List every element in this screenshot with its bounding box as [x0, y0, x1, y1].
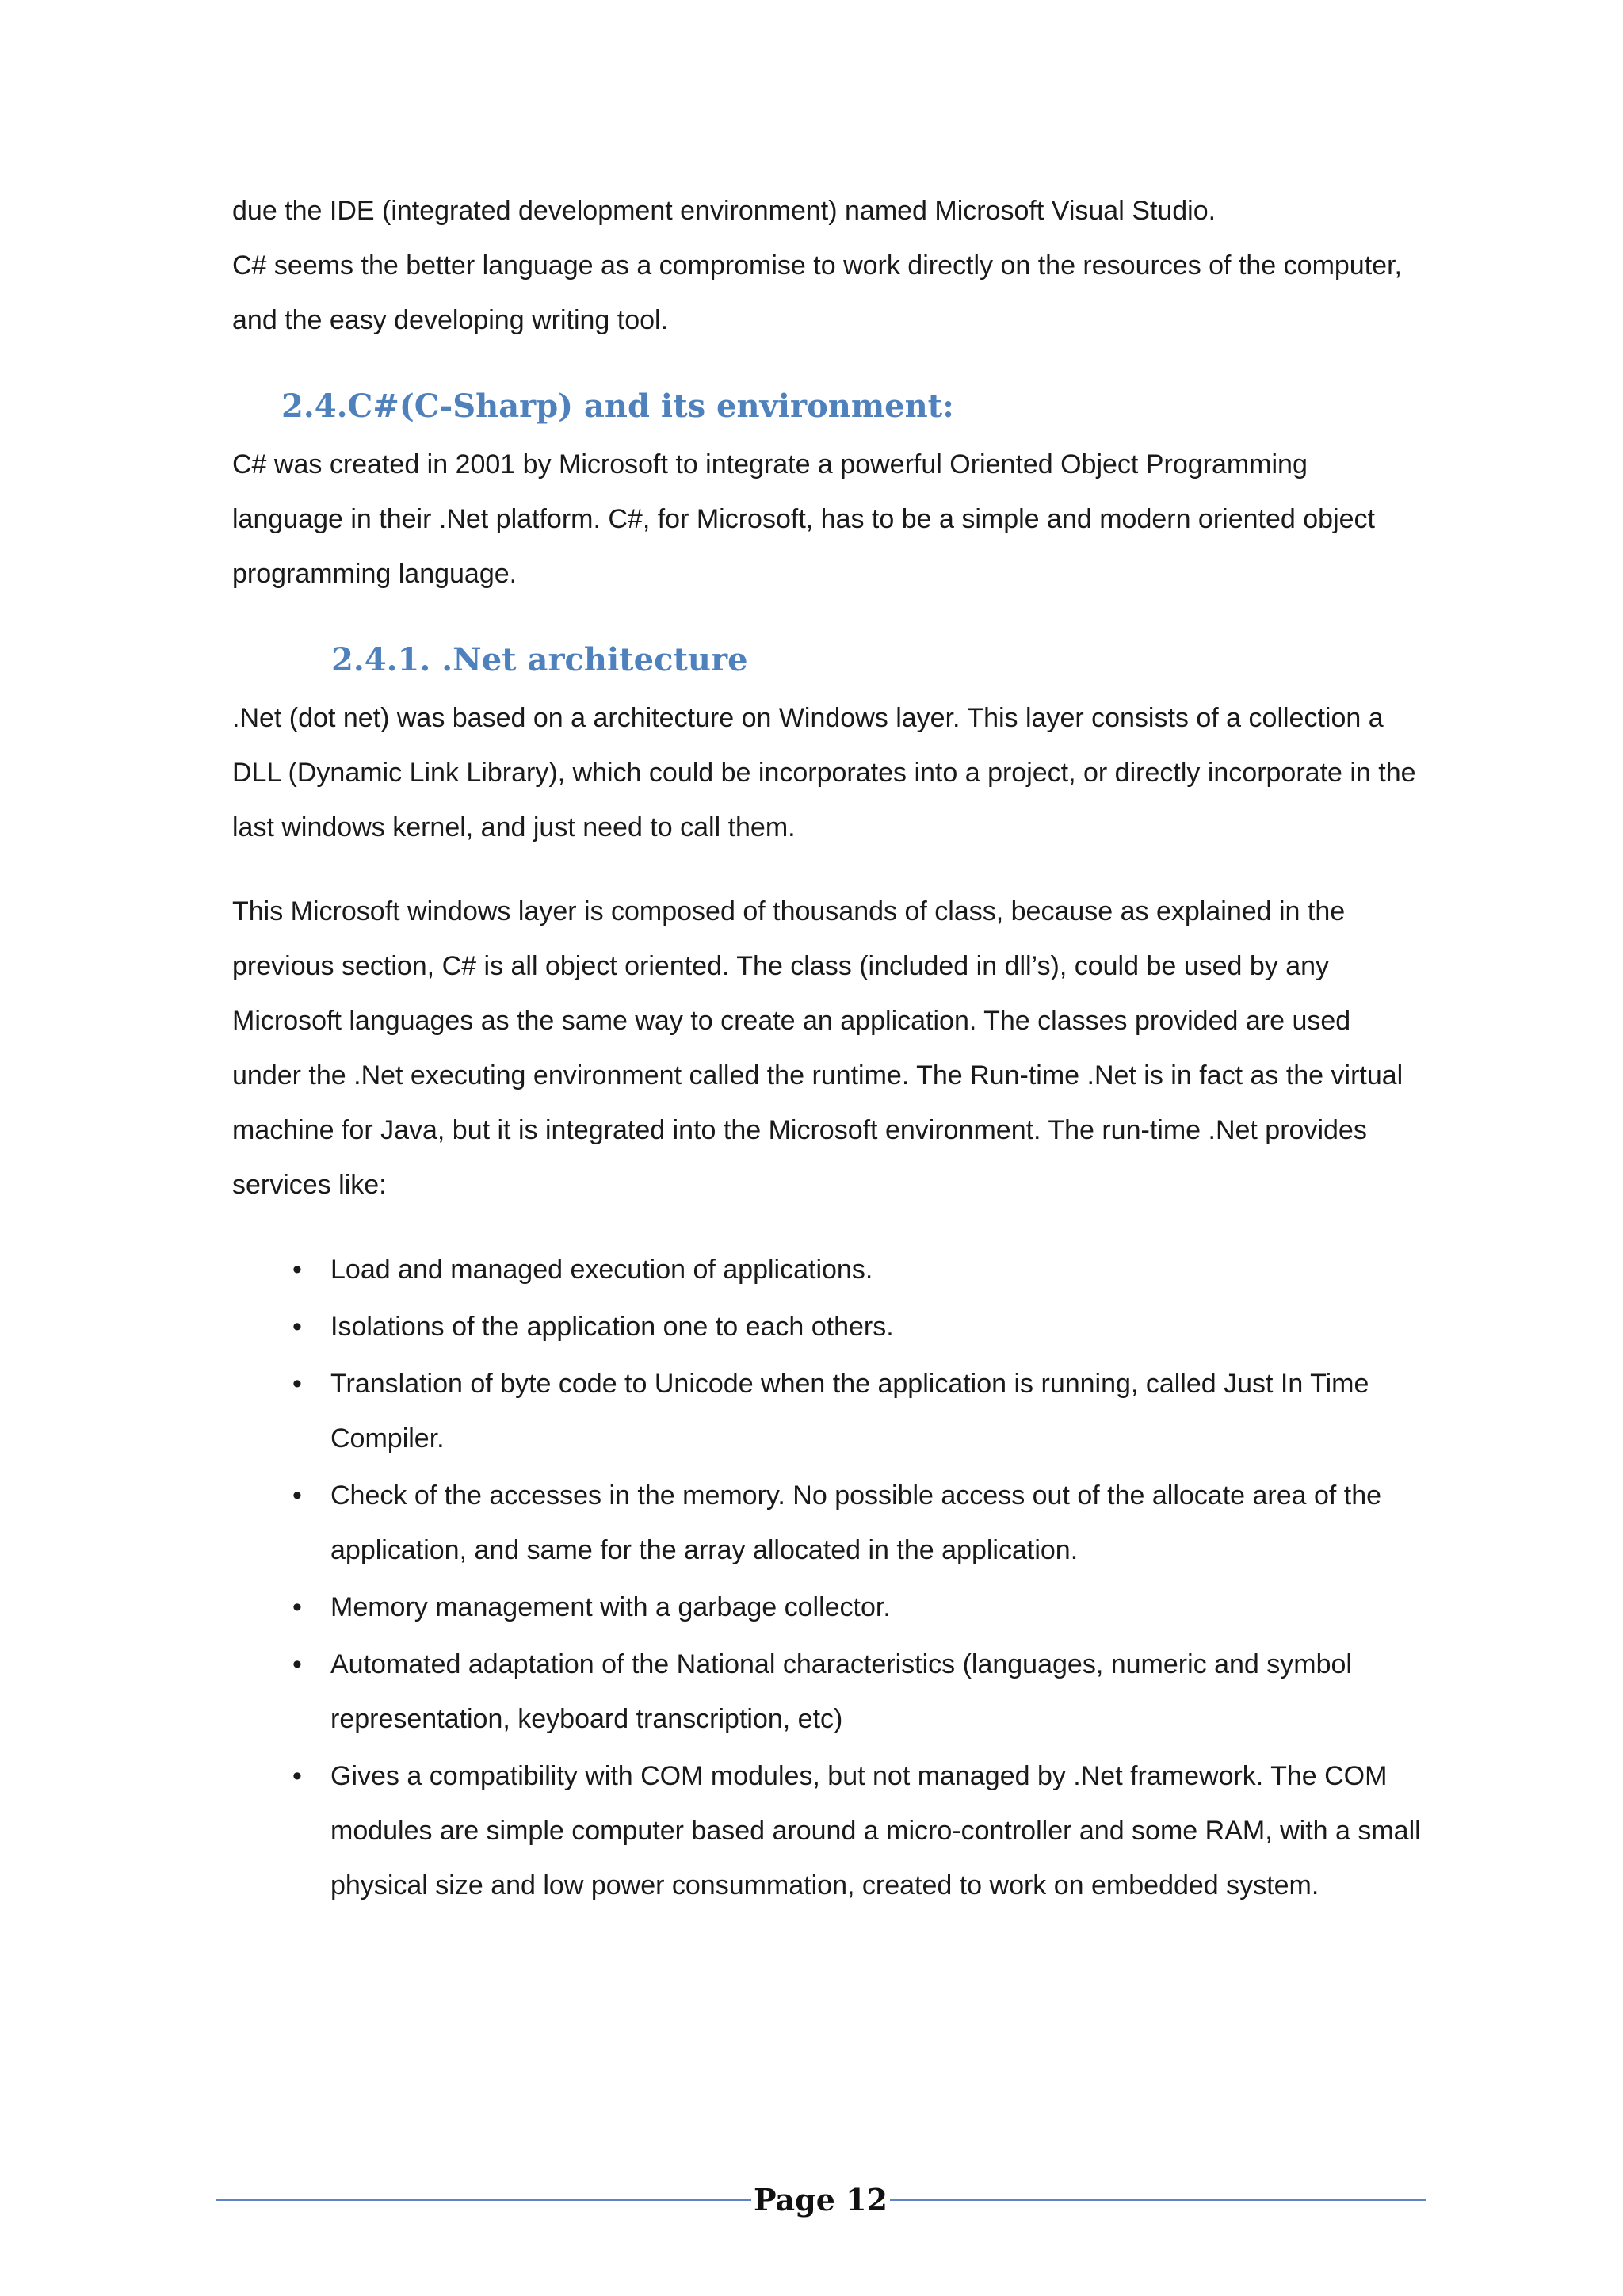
section-heading-2-4-1: 2.4.1. .Net architecture	[331, 641, 748, 678]
list-item-text: Automated adaptation of the National characteristics (languages, numeric and symbol representation, keyboard transcription, etc)	[330, 1649, 1352, 1734]
bullet-icon: •	[292, 1312, 302, 1342]
list-item-text: Check of the accesses in the memory. No possible access out of the allocate area of the application, and same for the array allocated in the application.	[330, 1480, 1382, 1565]
list-item	[232, 1749, 1421, 1913]
list-item-text: Load and managed execution of applications.	[330, 1255, 873, 1285]
section-2-4-1-paragraph-1: .Net (dot net) was based on a architecture on Windows layer. This layer consists of a collection a DLL (Dynamic Link Library), which could be incorporates into a project, or directly incorporate in the last windows kernel, and just need to call them.	[232, 703, 1416, 842]
bullet-icon: •	[292, 1761, 302, 1791]
footer-rule-right	[890, 2199, 1426, 2201]
list-item	[232, 1580, 1421, 1635]
section-2-4-paragraph: C# was created in 2001 by Microsoft to integrate a powerful Oriented Object Programming language in their .Net platform. C#, for Microsoft, has to be a simple and modern oriented object programming language.	[232, 449, 1375, 589]
page-number: Page 12	[753, 2182, 888, 2218]
bullet-icon: •	[292, 1480, 302, 1511]
section-2-4-1-paragraph-2: This Microsoft windows layer is composed of thousands of class, because as explained in the previous section, C# is all object oriented. The class (included in dll’s), could be used by any Microsoft languages as the same way to create an application. The classes provided are used under the .Net executing environment called the runtime. The Run-time .Net is in fact as the virtual machine for Java, but it is integrated into the Microsoft environment. The run-time .Net provides services like:	[232, 896, 1403, 1200]
list-item	[232, 1637, 1421, 1747]
bullet-icon: •	[292, 1255, 302, 1285]
bullet-icon: •	[292, 1649, 302, 1679]
section-2-4-1-body-2	[232, 884, 1421, 1213]
list-item	[232, 1243, 1421, 1297]
footer-rule-left	[216, 2199, 751, 2201]
section-heading-2-4: 2.4.C#(C-Sharp) and its environment:	[281, 388, 954, 425]
list-item	[232, 1357, 1421, 1466]
list-item	[232, 1300, 1421, 1354]
intro-line-2: C# seems the better language as a compromise to work directly on the resources of the computer, and the easy developing writing tool.	[232, 250, 1402, 335]
services-bullet-list	[232, 1243, 1421, 1916]
bullet-icon: •	[292, 1592, 302, 1622]
list-item-text: Isolations of the application one to each others.	[330, 1312, 894, 1342]
bullet-icon: •	[292, 1369, 302, 1399]
list-item-text: Translation of byte code to Unicode when the application is running, called Just In Time Compiler.	[330, 1369, 1369, 1454]
list-item-text: Memory management with a garbage collector.	[330, 1592, 891, 1622]
section-2-4-1-body-1	[232, 691, 1421, 855]
list-item	[232, 1469, 1421, 1578]
intro-line-1: due the IDE (integrated development environment) named Microsoft Visual Studio.	[232, 196, 1216, 226]
section-2-4-body	[232, 437, 1421, 602]
page-footer	[216, 2178, 1426, 2225]
list-item-text: Gives a compatibility with COM modules, but not managed by .Net framework. The COM modules are simple computer based around a micro-controller and some RAM, with a small physical size and low power consummation, created to work on embedded system.	[330, 1761, 1421, 1901]
intro-text	[232, 184, 1421, 348]
